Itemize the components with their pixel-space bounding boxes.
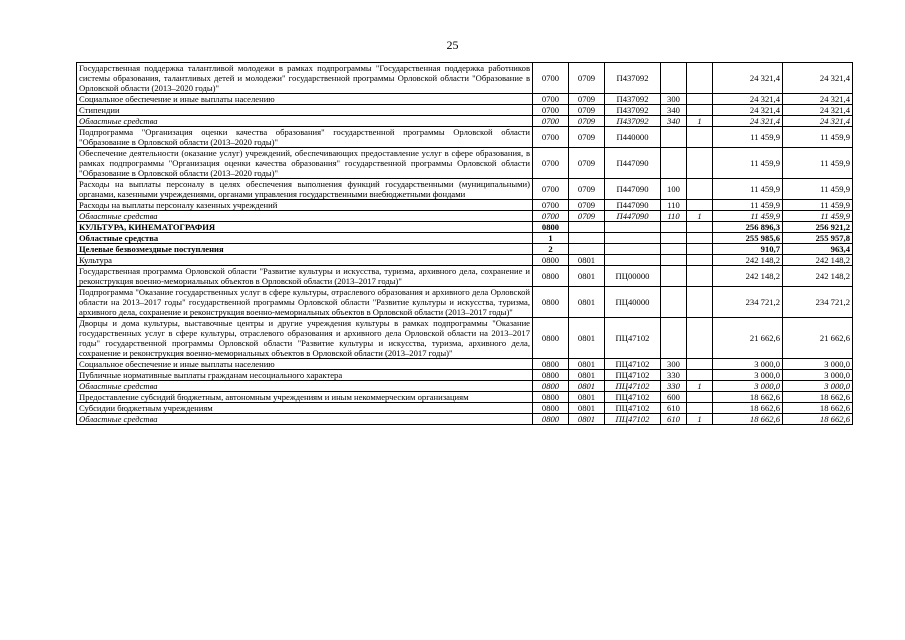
cell-funding-source: 1	[687, 381, 713, 392]
cell-amount-year2: 242 148,2	[783, 266, 853, 287]
cell-subsection	[569, 222, 605, 233]
cell-subsection: 0709	[569, 63, 605, 94]
cell-description: Стипендии	[77, 105, 533, 116]
cell-subsection: 0801	[569, 403, 605, 414]
budget-table	[76, 62, 853, 425]
cell-amount-year1: 11 459,9	[713, 200, 783, 211]
cell-funding-source	[687, 287, 713, 318]
cell-description: Культура	[77, 255, 533, 266]
cell-amount-year1: 3 000,0	[713, 359, 783, 370]
cell-target-article: П437092	[605, 94, 661, 105]
cell-funding-source	[687, 200, 713, 211]
cell-description: Областные средства	[77, 116, 533, 127]
cell-amount-year2: 3 000,0	[783, 370, 853, 381]
cell-subsection: 0801	[569, 370, 605, 381]
table-row	[77, 255, 853, 266]
cell-section: 1	[533, 233, 569, 244]
table-row	[77, 359, 853, 370]
cell-amount-year2: 18 662,6	[783, 403, 853, 414]
cell-amount-year2: 24 321,4	[783, 116, 853, 127]
cell-funding-source: 1	[687, 414, 713, 425]
table-row	[77, 105, 853, 116]
cell-subsection: 0709	[569, 179, 605, 200]
cell-description: Расходы на выплаты персоналу казенных учреждений	[77, 200, 533, 211]
cell-amount-year1: 21 662,6	[713, 318, 783, 359]
cell-section: 0800	[533, 359, 569, 370]
cell-amount-year2: 24 321,4	[783, 94, 853, 105]
cell-amount-year1: 24 321,4	[713, 105, 783, 116]
cell-amount-year2: 3 000,0	[783, 359, 853, 370]
cell-target-article	[605, 233, 661, 244]
table-row	[77, 94, 853, 105]
cell-description: Государственная программа Орловской области "Развитие культуры и искусства, туризма, архивного дела, сохранение и реконструкция военно-мемориальных объектов в Орловской области (2013–2017 годы)"	[77, 266, 533, 287]
table-row	[77, 403, 853, 414]
cell-amount-year1: 255 985,6	[713, 233, 783, 244]
cell-funding-source	[687, 222, 713, 233]
cell-amount-year1: 24 321,4	[713, 116, 783, 127]
cell-amount-year2: 11 459,9	[783, 127, 853, 148]
cell-funding-source	[687, 266, 713, 287]
cell-amount-year2: 18 662,6	[783, 414, 853, 425]
cell-subsection: 0801	[569, 392, 605, 403]
cell-amount-year1: 3 000,0	[713, 381, 783, 392]
table-row	[77, 266, 853, 287]
cell-description: Субсидии бюджетным учреждениям	[77, 403, 533, 414]
cell-amount-year2: 963,4	[783, 244, 853, 255]
cell-funding-source	[687, 148, 713, 179]
cell-target-article: ПЦ47102	[605, 318, 661, 359]
cell-section: 0800	[533, 403, 569, 414]
cell-section: 0700	[533, 179, 569, 200]
cell-amount-year2: 11 459,9	[783, 148, 853, 179]
cell-section: 0700	[533, 127, 569, 148]
cell-section: 0700	[533, 200, 569, 211]
cell-target-article: П447090	[605, 211, 661, 222]
table-row	[77, 287, 853, 318]
cell-funding-source	[687, 94, 713, 105]
table-body	[77, 63, 853, 425]
cell-subsection: 0709	[569, 148, 605, 179]
cell-target-article: ПЦ40000	[605, 287, 661, 318]
table-row	[77, 127, 853, 148]
cell-expense-type: 110	[661, 200, 687, 211]
cell-amount-year2: 3 000,0	[783, 381, 853, 392]
cell-section: 0700	[533, 94, 569, 105]
cell-subsection: 0801	[569, 359, 605, 370]
cell-amount-year2: 24 321,4	[783, 63, 853, 94]
table-row	[77, 233, 853, 244]
cell-amount-year2: 242 148,2	[783, 255, 853, 266]
table-row	[77, 200, 853, 211]
cell-section: 0800	[533, 414, 569, 425]
cell-target-article: ПЦ47102	[605, 403, 661, 414]
cell-amount-year2: 11 459,9	[783, 179, 853, 200]
cell-target-article: П440000	[605, 127, 661, 148]
cell-description: Областные средства	[77, 211, 533, 222]
cell-expense-type: 610	[661, 403, 687, 414]
cell-subsection	[569, 233, 605, 244]
cell-description: Расходы на выплаты персоналу в целях обеспечения выполнения функций государственными (муниципальными) органами, казенными учреждениями, органами управления государственными внебюджетными фондами	[77, 179, 533, 200]
cell-subsection	[569, 244, 605, 255]
cell-section: 0700	[533, 105, 569, 116]
cell-target-article: П447090	[605, 148, 661, 179]
cell-funding-source	[687, 233, 713, 244]
cell-expense-type	[661, 255, 687, 266]
cell-subsection: 0801	[569, 266, 605, 287]
cell-expense-type: 100	[661, 179, 687, 200]
cell-section: 0800	[533, 255, 569, 266]
cell-description: Публичные нормативные выплаты гражданам несоциального характера	[77, 370, 533, 381]
table-row	[77, 222, 853, 233]
cell-funding-source	[687, 127, 713, 148]
cell-description: Областные средства	[77, 233, 533, 244]
cell-target-article: П447090	[605, 200, 661, 211]
cell-section: 0800	[533, 266, 569, 287]
cell-funding-source	[687, 63, 713, 94]
cell-amount-year2: 255 957,8	[783, 233, 853, 244]
cell-section: 0800	[533, 287, 569, 318]
cell-section: 0700	[533, 211, 569, 222]
cell-amount-year1: 24 321,4	[713, 94, 783, 105]
cell-section: 0800	[533, 318, 569, 359]
cell-subsection: 0801	[569, 381, 605, 392]
cell-subsection: 0709	[569, 200, 605, 211]
cell-expense-type: 330	[661, 370, 687, 381]
table-row	[77, 244, 853, 255]
cell-target-article: П437092	[605, 116, 661, 127]
cell-funding-source	[687, 370, 713, 381]
cell-funding-source	[687, 318, 713, 359]
cell-section: 0700	[533, 116, 569, 127]
cell-expense-type	[661, 318, 687, 359]
cell-amount-year2: 24 321,4	[783, 105, 853, 116]
cell-amount-year1: 256 896,3	[713, 222, 783, 233]
cell-amount-year1: 24 321,4	[713, 63, 783, 94]
cell-amount-year2: 11 459,9	[783, 211, 853, 222]
cell-description: Дворцы и дома культуры, выставочные центры и другие учреждения культуры в рамках подпрограммы "Оказание государственных услуг в сфере культуры, отраслевого образования и архивного дела Орловской области на 2013–2017 годы" государственной программы Орловской области "Развитие культуры и искусства, туризма, архивного дела, сохранение и реконструкция военно-мемориальных объектов в Орловской области (2013–2017 годы)"	[77, 318, 533, 359]
cell-description: Областные средства	[77, 414, 533, 425]
cell-section: 0700	[533, 148, 569, 179]
cell-expense-type: 610	[661, 414, 687, 425]
table-row	[77, 179, 853, 200]
cell-funding-source	[687, 392, 713, 403]
table-row	[77, 414, 853, 425]
cell-target-article	[605, 255, 661, 266]
cell-expense-type	[661, 233, 687, 244]
cell-description: Социальное обеспечение и иные выплаты населению	[77, 94, 533, 105]
cell-subsection: 0801	[569, 414, 605, 425]
cell-description: Государственная поддержка талантливой молодежи в рамках подпрограммы "Государственная поддержка работников системы образования, талантливых детей и молодежи" государственной программы Орловской области "Образование в Орловской области (2013–2020 годы)"	[77, 63, 533, 94]
cell-section: 0800	[533, 392, 569, 403]
cell-section: 0800	[533, 370, 569, 381]
cell-section: 2	[533, 244, 569, 255]
cell-description: Областные средства	[77, 381, 533, 392]
cell-expense-type: 300	[661, 94, 687, 105]
cell-target-article: П437092	[605, 63, 661, 94]
cell-expense-type	[661, 244, 687, 255]
cell-section: 0700	[533, 63, 569, 94]
cell-amount-year1: 242 148,2	[713, 266, 783, 287]
cell-section: 0800	[533, 381, 569, 392]
cell-amount-year1: 18 662,6	[713, 403, 783, 414]
cell-target-article	[605, 244, 661, 255]
cell-amount-year1: 18 662,6	[713, 392, 783, 403]
cell-amount-year1: 11 459,9	[713, 148, 783, 179]
cell-expense-type	[661, 287, 687, 318]
page-number: 25	[446, 38, 459, 52]
cell-amount-year1: 11 459,9	[713, 179, 783, 200]
cell-amount-year1: 242 148,2	[713, 255, 783, 266]
cell-expense-type: 300	[661, 359, 687, 370]
cell-description: Социальное обеспечение и иные выплаты населению	[77, 359, 533, 370]
cell-amount-year1: 11 459,9	[713, 127, 783, 148]
cell-target-article: П447090	[605, 179, 661, 200]
cell-expense-type	[661, 148, 687, 179]
cell-description: Подпрограмма "Организация оценки качества образования" государственной программы Орловской области "Образование в Орловской области (2013–2020 годы)"	[77, 127, 533, 148]
cell-subsection: 0709	[569, 211, 605, 222]
cell-amount-year1: 234 721,2	[713, 287, 783, 318]
table-row	[77, 381, 853, 392]
cell-section: 0800	[533, 222, 569, 233]
cell-amount-year1: 910,7	[713, 244, 783, 255]
cell-description: КУЛЬТУРА, КИНЕМАТОГРАФИЯ	[77, 222, 533, 233]
cell-subsection: 0709	[569, 105, 605, 116]
cell-target-article: ПЦ47102	[605, 370, 661, 381]
cell-expense-type: 340	[661, 116, 687, 127]
cell-description: Обеспечение деятельности (оказание услуг) учреждений, обеспечивающих предоставление услуг в сфере образования, в рамках подпрограммы "Организация оценки качества образования" государственной программы Орловской области "Образование в Орловской области (2013–2020 годы)"	[77, 148, 533, 179]
cell-description: Предоставление субсидий бюджетным, автономным учреждениям и иным некоммерческим организациям	[77, 392, 533, 403]
cell-funding-source	[687, 255, 713, 266]
cell-expense-type: 110	[661, 211, 687, 222]
cell-amount-year1: 18 662,6	[713, 414, 783, 425]
cell-expense-type: 600	[661, 392, 687, 403]
cell-expense-type: 330	[661, 381, 687, 392]
cell-target-article: ПЦ47102	[605, 359, 661, 370]
cell-target-article	[605, 222, 661, 233]
cell-funding-source	[687, 403, 713, 414]
cell-subsection: 0709	[569, 94, 605, 105]
cell-expense-type	[661, 222, 687, 233]
cell-expense-type	[661, 63, 687, 94]
table-row	[77, 116, 853, 127]
cell-funding-source	[687, 244, 713, 255]
cell-target-article: ПЦ00000	[605, 266, 661, 287]
cell-target-article: ПЦ47102	[605, 381, 661, 392]
table-row	[77, 392, 853, 403]
cell-amount-year1: 11 459,9	[713, 211, 783, 222]
cell-amount-year2: 18 662,6	[783, 392, 853, 403]
cell-amount-year2: 21 662,6	[783, 318, 853, 359]
cell-description: Целевые безвозмездные поступления	[77, 244, 533, 255]
table-row	[77, 370, 853, 381]
table-row	[77, 318, 853, 359]
table-row	[77, 148, 853, 179]
cell-amount-year2: 256 921,2	[783, 222, 853, 233]
cell-funding-source	[687, 359, 713, 370]
cell-amount-year1: 3 000,0	[713, 370, 783, 381]
cell-subsection: 0801	[569, 318, 605, 359]
cell-expense-type	[661, 266, 687, 287]
cell-expense-type: 340	[661, 105, 687, 116]
cell-subsection: 0801	[569, 255, 605, 266]
cell-amount-year2: 234 721,2	[783, 287, 853, 318]
cell-subsection: 0709	[569, 116, 605, 127]
cell-funding-source: 1	[687, 116, 713, 127]
table-row	[77, 63, 853, 94]
cell-amount-year2: 11 459,9	[783, 200, 853, 211]
table-row	[77, 211, 853, 222]
cell-subsection: 0709	[569, 127, 605, 148]
cell-target-article: ПЦ47102	[605, 414, 661, 425]
cell-target-article: ПЦ47102	[605, 392, 661, 403]
cell-funding-source	[687, 105, 713, 116]
cell-expense-type	[661, 127, 687, 148]
cell-funding-source: 1	[687, 211, 713, 222]
cell-subsection: 0801	[569, 287, 605, 318]
cell-funding-source	[687, 179, 713, 200]
cell-description: Подпрограмма "Оказание государственных услуг в сфере культуры, отраслевого образования и архивного дела Орловской области на 2013–2017 годы" государственной программы Орловской области "Развитие культуры и искусства, туризма, архивного дела, сохранение и реконструкция военно-мемориальных объектов в Орловской области (2013–2017 годы)"	[77, 287, 533, 318]
cell-target-article: П437092	[605, 105, 661, 116]
